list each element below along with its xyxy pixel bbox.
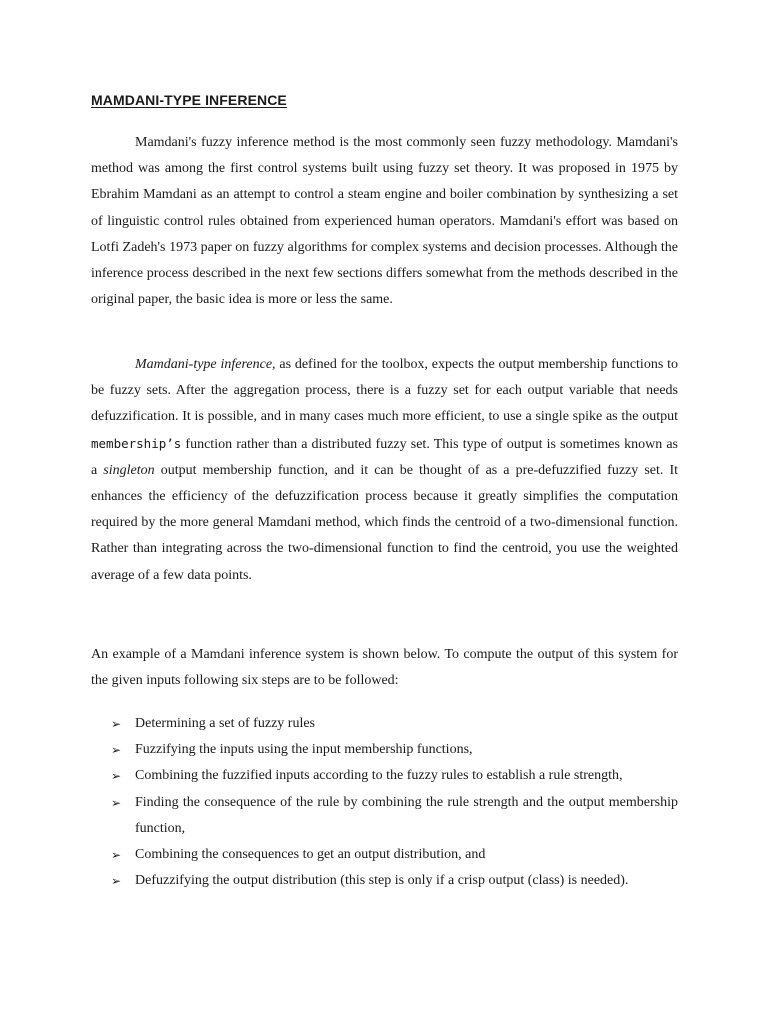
list-item: [91, 842, 678, 868]
paragraph2-text-3: output membership function, and it can be thought of as a pre-defuzzified fuzzy set. It enhances the efficiency of the defuzzification process because it greatly simplifies the computation required by the more general Mamdani method, which finds the centroid of a two-dimensional function. Rather than integrating across the two-dimensional function to find the centroid, you use the weighted average of a few data points.: [91, 462, 678, 583]
list-item-text: Combining the consequences to get an output distribution, and: [135, 847, 486, 863]
paragraph-example: An example of a Mamdani inference system is shown below. To compute the output of this system for the given inputs following six steps are to be followed:: [91, 647, 678, 689]
steps-list: [91, 711, 678, 894]
list-item: [91, 737, 678, 763]
arrow-bullet-icon: ➢: [111, 769, 122, 784]
list-item-text: Defuzzifying the output distribution (this step is only if a crisp output (class) is needed).: [135, 873, 629, 889]
term-memberships: membership’s: [91, 435, 182, 451]
paragraph-mamdani-type: [91, 352, 678, 589]
list-item-text: Combining the fuzzified inputs according to the fuzzy rules to establish a rule strength,: [135, 768, 623, 784]
section-heading: MAMDANI-TYPE INFERENCE: [91, 92, 287, 108]
term-mamdani-type-inference: Mamdani-type inference: [135, 357, 273, 372]
list-item: [91, 711, 678, 737]
term-singleton: singleton: [103, 462, 155, 478]
arrow-bullet-icon: ➢: [111, 743, 122, 758]
arrow-bullet-icon: ➢: [111, 717, 122, 731]
paragraph-intro: Mamdani's fuzzy inference method is the most commonly seen fuzzy methodology. Mamdani's method was among the first control systems built using fuzzy set theory. It was proposed in 1975 by Ebrahim Mamdani as an attempt to control a steam engine and boiler combination by synthesizing a set of linguistic control rules obtained from experienced human operators. Mamdani's effort was based on Lotfi Zadeh's 1973 paper on fuzzy algorithms for complex systems and decision processes. Although the inference process described in the next few sections differs somewhat from the methods described in the original paper, the basic idea is more or less the same.: [91, 135, 678, 308]
list-item-text: Finding the consequence of the rule by combining the rule strength and the output membership function,: [135, 794, 678, 836]
paragraph2-text-2: function rather than a distributed fuzzy set. This type of output is sometimes known as a: [91, 436, 678, 478]
arrow-bullet-icon: ➢: [111, 874, 122, 889]
list-item: [91, 763, 678, 789]
list-item: [91, 868, 678, 894]
list-item-text: Fuzzifying the inputs using the input membership functions,: [135, 742, 473, 758]
paragraph2-text-1: , as defined for the toolbox, expects the output membership functions to be fuzzy sets. After the aggregation process, there is a fuzzy set for each output variable that needs defuzzification. It is possible, and in many cases much more efficient, to use a single spike as the output: [91, 357, 678, 425]
list-item: [91, 790, 678, 842]
list-item-text: Determining a set of fuzzy rules: [135, 716, 315, 731]
arrow-bullet-icon: ➢: [111, 795, 122, 810]
arrow-bullet-icon: ➢: [111, 848, 122, 863]
